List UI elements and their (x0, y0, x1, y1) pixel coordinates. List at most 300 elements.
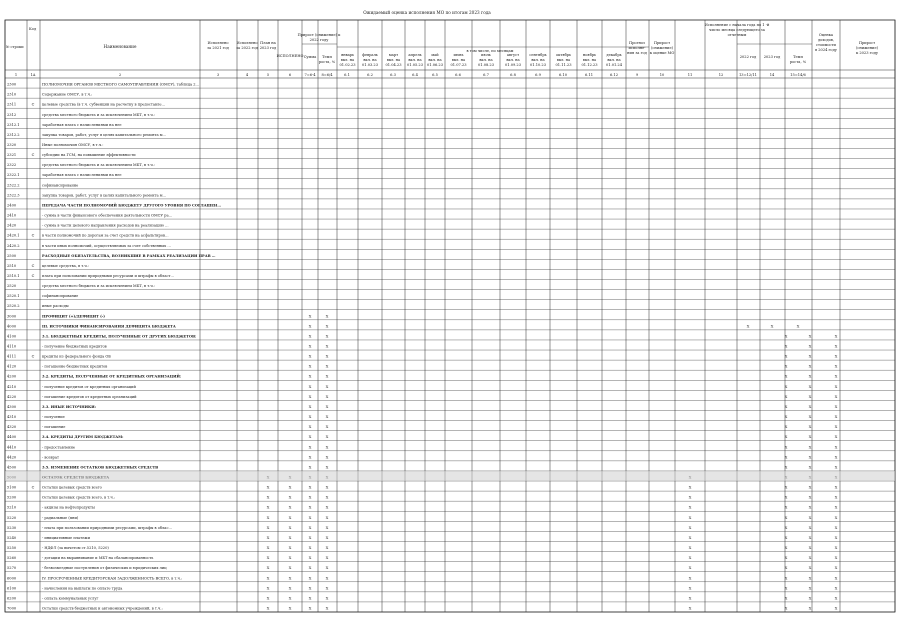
row-code: 5270 (7, 566, 17, 571)
header-ispolnenie-b: число месяца следующего за (709, 28, 765, 32)
x-mark: Х (266, 525, 270, 530)
x-mark: Х (308, 435, 312, 440)
table-row (7, 536, 838, 540)
x-mark: Х (784, 465, 788, 470)
header-plan-b: 2023 год (259, 46, 277, 50)
x-mark: Х (325, 364, 329, 369)
x-mark: Х (834, 404, 838, 409)
x-mark: Х (325, 445, 329, 450)
header-month-8: август (506, 53, 520, 57)
row-flag-c: С (31, 263, 35, 268)
row-label: средства местного бюджета и за исключением МБТ, в т.ч.: (42, 284, 156, 289)
header-month-date-a-6: вкл. на (451, 58, 466, 62)
x-mark: Х (834, 596, 838, 601)
x-mark: Х (808, 546, 812, 551)
row-flag-c: С (31, 354, 35, 359)
x-mark: Х (808, 566, 812, 571)
header-prirost-b: 2022 году (309, 38, 329, 42)
x-mark: Х (784, 445, 788, 450)
column-number: 6.7 (483, 73, 489, 77)
x-mark: Х (834, 515, 838, 520)
header-month-date-a-4: вкл. на (408, 58, 422, 62)
row-label: софинансирование (42, 294, 79, 299)
header-ispolnenie: Исполнение с начала года по 1 -й (704, 23, 770, 27)
x-mark: Х (808, 596, 812, 601)
row-label: IV. ПРОСРОЧЕННЫЕ КРЕДИТОРСКАЯ ЗАДОЛЖЕННОСТЬ ВСЕГО, в т.ч.: (42, 576, 183, 581)
table-row (7, 163, 155, 167)
x-mark: Х (784, 596, 788, 601)
row-label: - сумма в части финансового обеспечения деятельности ОМСУ ра… (42, 213, 173, 218)
row-label: 3.2. КРЕДИТЫ, ПОЛУЧЕННЫЕ ОТ КРЕДИТНЫХ ОРГАНИЗАЦИЙ: (42, 374, 182, 379)
x-mark: Х (325, 415, 329, 420)
header-month-date-b-8: 01.09.23 (504, 63, 522, 67)
column-number: 13=12/11 (739, 73, 757, 77)
x-mark: Х (784, 455, 788, 460)
x-mark: Х (288, 596, 292, 601)
x-mark: Х (834, 606, 838, 611)
x-mark: Х (308, 374, 312, 379)
x-mark: Х (308, 546, 312, 551)
column-number: 4 (245, 73, 249, 77)
x-mark: Х (325, 515, 329, 520)
row-flag-c: С (31, 233, 35, 238)
row-label: закупка товаров, работ, услуг в целях капитального ремонта м… (42, 193, 167, 198)
x-mark: Х (688, 546, 692, 551)
x-mark: Х (834, 485, 838, 490)
row-label: - дотации на выравнивание и МБТ на сбалансированность (42, 556, 154, 561)
header-prognoz: Прогноз (629, 41, 645, 45)
table-row (7, 334, 838, 338)
header-month-date-a-5: вкл. на (428, 58, 442, 62)
x-mark: Х (266, 535, 270, 540)
table-row (7, 516, 838, 520)
header-month-date-a-8: вкл. на (506, 58, 520, 62)
x-mark: Х (325, 535, 329, 540)
header-temp-b: роста, % (318, 60, 336, 64)
x-mark: Х (308, 415, 312, 420)
x-mark: Х (325, 404, 329, 409)
row-label: - погашение (42, 425, 66, 430)
x-mark: Х (808, 334, 812, 339)
x-mark: Х (325, 314, 329, 319)
row-code: 4110 (7, 344, 17, 349)
row-label: - оплата коммунальных услуг (42, 596, 99, 601)
x-mark: Х (266, 515, 270, 520)
row-label: - НДФЛ (за вычетом ст.5210, 5220) (42, 546, 109, 551)
x-mark: Х (784, 546, 788, 551)
x-mark: Х (808, 465, 812, 470)
x-mark: Х (834, 576, 838, 581)
column-number: 5 (266, 73, 270, 77)
row-code: 5220 (7, 515, 17, 520)
table-row (7, 113, 155, 117)
x-mark: Х (808, 556, 812, 561)
column-number: 6.5 (432, 73, 438, 77)
x-mark: Х (325, 435, 329, 440)
header-month-date-b-9: 01.10.23 (529, 63, 547, 67)
x-mark: Х (325, 334, 329, 339)
x-mark: Х (784, 425, 788, 430)
x-mark: Х (288, 546, 292, 551)
header-month-12: декабрь (606, 53, 622, 57)
row-code: 5260 (7, 556, 17, 561)
row-label: ПРОФИЦИТ (+)/ДЕФИЦИТ (-) (42, 314, 105, 319)
table-row (7, 244, 171, 248)
column-number: 12 (718, 73, 724, 77)
row-code: 2420 (7, 223, 17, 228)
x-mark: Х (808, 384, 812, 389)
x-mark: Х (688, 485, 692, 490)
header-month-date-b-4: 01.05.23 (406, 63, 424, 67)
row-code: 2322.3 (7, 193, 20, 198)
header-month-4: апрель (408, 53, 422, 57)
column-number: 6.12 (609, 73, 619, 77)
header-temp2: Темп (793, 55, 803, 59)
row-label: 3.3. ИНЫЕ ИСТОЧНИКИ: (42, 404, 96, 409)
x-mark: Х (808, 525, 812, 530)
table-row (7, 345, 838, 349)
table-row (7, 506, 838, 510)
x-mark: Х (325, 324, 329, 329)
x-mark: Х (834, 586, 838, 591)
x-mark: Х (308, 394, 312, 399)
header-month-3: март (388, 53, 399, 57)
x-mark: Х (308, 505, 312, 510)
row-label: заработная плата с начислениями на нее (42, 173, 122, 178)
x-mark: Х (308, 596, 312, 601)
x-mark: Х (784, 515, 788, 520)
x-mark: Х (808, 455, 812, 460)
table-row (7, 496, 838, 500)
x-mark: Х (808, 435, 812, 440)
row-code: 4200 (7, 374, 17, 379)
header-month-10: октябрь (555, 53, 572, 57)
row-label: закупка товаров, работ, услуг в целях капитального ремонта м… (42, 132, 167, 137)
x-mark: Х (784, 606, 788, 611)
column-number: 3 (216, 73, 220, 77)
row-flag-c: С (31, 102, 35, 107)
x-mark: Х (808, 515, 812, 520)
x-mark: Х (308, 576, 312, 581)
table-row (7, 284, 155, 288)
row-label: - сумма в части целевого направления расходов на реализацию … (42, 223, 169, 228)
x-mark: Х (308, 344, 312, 349)
row-code: 5100 (7, 485, 17, 490)
x-mark: Х (808, 404, 812, 409)
x-mark: Х (308, 566, 312, 571)
row-label: - радиальные (пни) (42, 515, 79, 520)
header-prirost-mo: Прирост (653, 41, 671, 45)
x-mark: Х (834, 495, 838, 500)
header-ocenka-d: в 2024 году (815, 48, 837, 52)
table-row (7, 606, 838, 610)
column-number: 10 (659, 73, 665, 77)
x-mark: Х (688, 566, 692, 571)
column-number: 6 (288, 73, 292, 77)
x-mark: Х (808, 364, 812, 369)
x-mark: Х (808, 606, 812, 611)
column-number: 9 (635, 73, 639, 77)
table-row (7, 153, 136, 157)
row-label: иные расходы (42, 304, 69, 309)
table-row (7, 486, 838, 490)
row-label: ПОЛНОМОЧИЯ ОРГАНОВ МЕСТНОГО САМОУПРАВЛЕНИЯ (ОМСУ), таблица 2… (42, 82, 200, 87)
table-row (7, 183, 78, 187)
row-code: 4210 (7, 384, 17, 389)
row-code: 4320 (7, 425, 17, 430)
x-mark: Х (834, 435, 838, 440)
x-mark: Х (808, 576, 812, 581)
highlighted-row-5000 (5, 471, 895, 481)
table-row (7, 214, 173, 218)
x-mark: Х (808, 485, 812, 490)
x-mark: Х (784, 374, 788, 379)
header-month-date-b-7: 01.08.23 (477, 63, 495, 67)
x-mark: Х (325, 596, 329, 601)
row-flag-c: С (31, 153, 35, 158)
header-month-date-a-9: вкл. на (531, 58, 545, 62)
table-row (7, 365, 838, 369)
x-mark: Х (784, 556, 788, 561)
x-mark: Х (746, 324, 750, 329)
header-temp: Темп (322, 55, 332, 59)
header-month-date-a-12: вкл. на (607, 58, 621, 62)
table-row (7, 405, 838, 409)
row-code: 2321 (7, 153, 17, 158)
header-kbk: Код (29, 27, 37, 31)
header-month-date-b-3: 01.04.23 (385, 63, 402, 67)
column-number: 6.11 (584, 73, 594, 77)
x-mark: Х (325, 495, 329, 500)
column-number: 8=6/4 (321, 73, 333, 77)
header-prirost-mo-b: (снижение) (651, 46, 673, 50)
row-label: субсидии на ГСМ, на повышение эффективности (42, 153, 136, 158)
row-label: РАСХОДНЫЕ ОБЯЗАТЕЛЬСТВА, ВОЗНИКШИЕ В РАМКАХ РЕАЛИЗАЦИИ ПРАВ … (42, 253, 216, 258)
x-mark: Х (688, 586, 692, 591)
x-mark: Х (308, 606, 312, 611)
x-mark: Х (808, 344, 812, 349)
row-code: 4111 (7, 354, 17, 359)
x-mark: Х (288, 556, 292, 561)
x-mark: Х (796, 324, 800, 329)
header-2023: 2023 год (763, 55, 781, 59)
column-number: 6.1 (344, 73, 350, 77)
header-plan: План на (260, 41, 276, 45)
header-month-date-a-10: вкл. на (556, 58, 571, 62)
x-mark: Х (834, 546, 838, 551)
table-row (7, 395, 838, 399)
column-number: 7=6-4 (304, 73, 316, 77)
row-label: софинансирование (42, 183, 79, 188)
row-code: 4000 (7, 324, 17, 329)
x-mark: Х (784, 394, 788, 399)
x-mark: Х (784, 344, 788, 349)
x-mark: Х (266, 576, 270, 581)
row-label: Остатки средств бюджетных и автономных учреждений, в т.ч.: (42, 606, 163, 611)
x-mark: Х (834, 384, 838, 389)
row-label: Содержание ОМСУ, в т.ч.: (42, 92, 93, 97)
column-number: 6.4 (412, 73, 418, 77)
header-isp-2022-b: за 2022 год (236, 46, 258, 50)
header-prirost-mo-c: к оценке МО (649, 51, 675, 55)
x-mark: Х (308, 354, 312, 359)
x-mark: Х (784, 586, 788, 591)
x-mark: Х (784, 485, 788, 490)
row-label: - погашение кредитов от кредитных организаций (42, 394, 137, 399)
row-label: - получение бюджетных кредитов (42, 344, 107, 349)
x-mark: Х (325, 374, 329, 379)
row-label: - акцизы на нефтепродукты (42, 505, 95, 510)
table-row (7, 355, 838, 359)
row-label: плата при пользовании природными ресурсами и штрафы в област… (42, 273, 175, 278)
row-label: - начисления на выплаты по оплате труда (42, 586, 123, 591)
table-row (7, 264, 89, 268)
header-name: Наименование (103, 44, 137, 49)
header-month-date-a-7: вкл. на (479, 58, 493, 62)
x-mark: Х (688, 505, 692, 510)
header-prirost24: Прирост (858, 41, 876, 45)
header-month-date-b-5: 01.06.23 (426, 63, 444, 67)
x-mark: Х (288, 495, 292, 500)
x-mark: Х (688, 556, 692, 561)
x-mark: Х (808, 586, 812, 591)
x-mark: Х (834, 465, 838, 470)
x-mark: Х (308, 556, 312, 561)
row-code: 4220 (7, 394, 17, 399)
row-label: в части иных полномочий, осуществляемых за счет собственных … (42, 243, 171, 248)
x-mark: Х (834, 334, 838, 339)
x-mark: Х (308, 535, 312, 540)
row-label: ПЕРЕДАЧА ЧАСТИ ПОЛНОМОЧИЙ БЮДЖЕТУ ДРУГОГО УРОВНЯ ПО СОГЛАШЕН… (42, 203, 221, 208)
x-mark: Х (834, 394, 838, 399)
column-number: 6.2 (367, 73, 373, 77)
table-row (7, 123, 122, 127)
header-ocenka-b: доходов, (817, 38, 835, 42)
table-row (7, 465, 838, 469)
header-isp-2022: Исполнено (236, 41, 258, 45)
x-mark: Х (266, 505, 270, 510)
row-code: 5210 (7, 505, 17, 510)
row-label: - плата при пользовании природными ресурсами, штрафы в облас… (42, 525, 173, 530)
x-mark: Х (325, 394, 329, 399)
x-mark: Х (808, 425, 812, 430)
row-code: 4400 (7, 435, 17, 440)
header-month-2: февраль (362, 53, 378, 57)
x-mark: Х (808, 354, 812, 359)
row-code: 4500 (7, 465, 17, 470)
x-mark: Х (784, 495, 788, 500)
table-row (7, 324, 800, 328)
table-row (7, 435, 838, 439)
row-label: 3.5. ИЗМЕНЕНИЕ ОСТАТКОВ БЮДЖЕТНЫХ СРЕДСТВ (42, 465, 159, 470)
x-mark: Х (784, 354, 788, 359)
x-mark: Х (688, 576, 692, 581)
row-code: 6200 (7, 596, 17, 601)
header-month-7: июль (481, 53, 491, 57)
x-mark: Х (308, 334, 312, 339)
header-month-date-a-3: вкл. на (386, 58, 401, 62)
header-month-5: май (431, 53, 439, 57)
table-row (7, 173, 122, 177)
table-row (7, 385, 838, 389)
row-code: 3000 (7, 314, 17, 319)
row-label: - инициативные платежи (42, 535, 90, 540)
x-mark: Х (834, 344, 838, 349)
x-mark: Х (808, 445, 812, 450)
x-mark: Х (688, 525, 692, 530)
header-month-date-b-10: 01.11.23 (555, 63, 572, 67)
table-row (7, 103, 165, 107)
header-month-date-a-11: вкл. на (582, 58, 597, 62)
x-mark: Х (308, 324, 312, 329)
x-mark: Х (308, 485, 312, 490)
row-code: 2410 (7, 213, 17, 218)
x-mark: Х (784, 576, 788, 581)
x-mark: Х (325, 505, 329, 510)
row-code: 7000 (7, 606, 17, 611)
row-code: 4100 (7, 334, 17, 339)
row-code: 2420.1 (7, 233, 20, 238)
x-mark: Х (784, 415, 788, 420)
row-code: 4300 (7, 404, 17, 409)
x-mark: Х (770, 324, 774, 329)
row-code: 6000 (7, 576, 17, 581)
table-row (7, 304, 69, 308)
x-mark: Х (784, 384, 788, 389)
header-month-date-a-2: вкл. на (363, 58, 377, 62)
row-label: Остатки целевых средств всего, в т.ч.: (42, 495, 116, 500)
row-code: 5200 (7, 495, 17, 500)
x-mark: Х (288, 535, 292, 540)
table-row (7, 274, 174, 278)
x-mark: Х (308, 404, 312, 409)
table-row (7, 445, 838, 449)
row-code: 5240 (7, 535, 17, 540)
table-row (7, 556, 838, 560)
header-month-date-b-2: 01.03.23 (361, 63, 379, 67)
x-mark: Х (325, 455, 329, 460)
header-row-number: № строки (6, 45, 24, 49)
column-number: 15=14/6 (790, 73, 806, 77)
column-number: 6.9 (535, 73, 541, 77)
row-code: 2312.1 (7, 122, 20, 127)
x-mark: Х (266, 556, 270, 561)
x-mark: Х (266, 566, 270, 571)
x-mark: Х (325, 566, 329, 571)
x-mark: Х (834, 556, 838, 561)
row-code: 2520.1 (7, 294, 20, 299)
row-code: 2300 (7, 82, 17, 87)
row-code: 2322.2 (7, 183, 20, 188)
x-mark: Х (325, 344, 329, 349)
header-ocenka: Оценка (818, 33, 834, 37)
table-row (7, 576, 838, 580)
x-mark: Х (834, 425, 838, 430)
header-ispolnenie-c: отчетным (727, 33, 747, 37)
row-flag-c: С (31, 485, 35, 490)
row-label: - возврат (42, 455, 59, 460)
column-number: 14 (769, 73, 775, 77)
header-month-date-b-12: 01.01.24 (605, 63, 623, 67)
row-code: 5230 (7, 525, 17, 530)
header-prognoz-b: исполне- (628, 46, 646, 50)
column-number: 11 (687, 73, 693, 77)
column-number: 6.10 (558, 73, 568, 77)
column-number: 6.6 (455, 73, 461, 77)
row-flag-c: С (31, 273, 35, 278)
x-mark: Х (834, 455, 838, 460)
x-mark: Х (784, 364, 788, 369)
